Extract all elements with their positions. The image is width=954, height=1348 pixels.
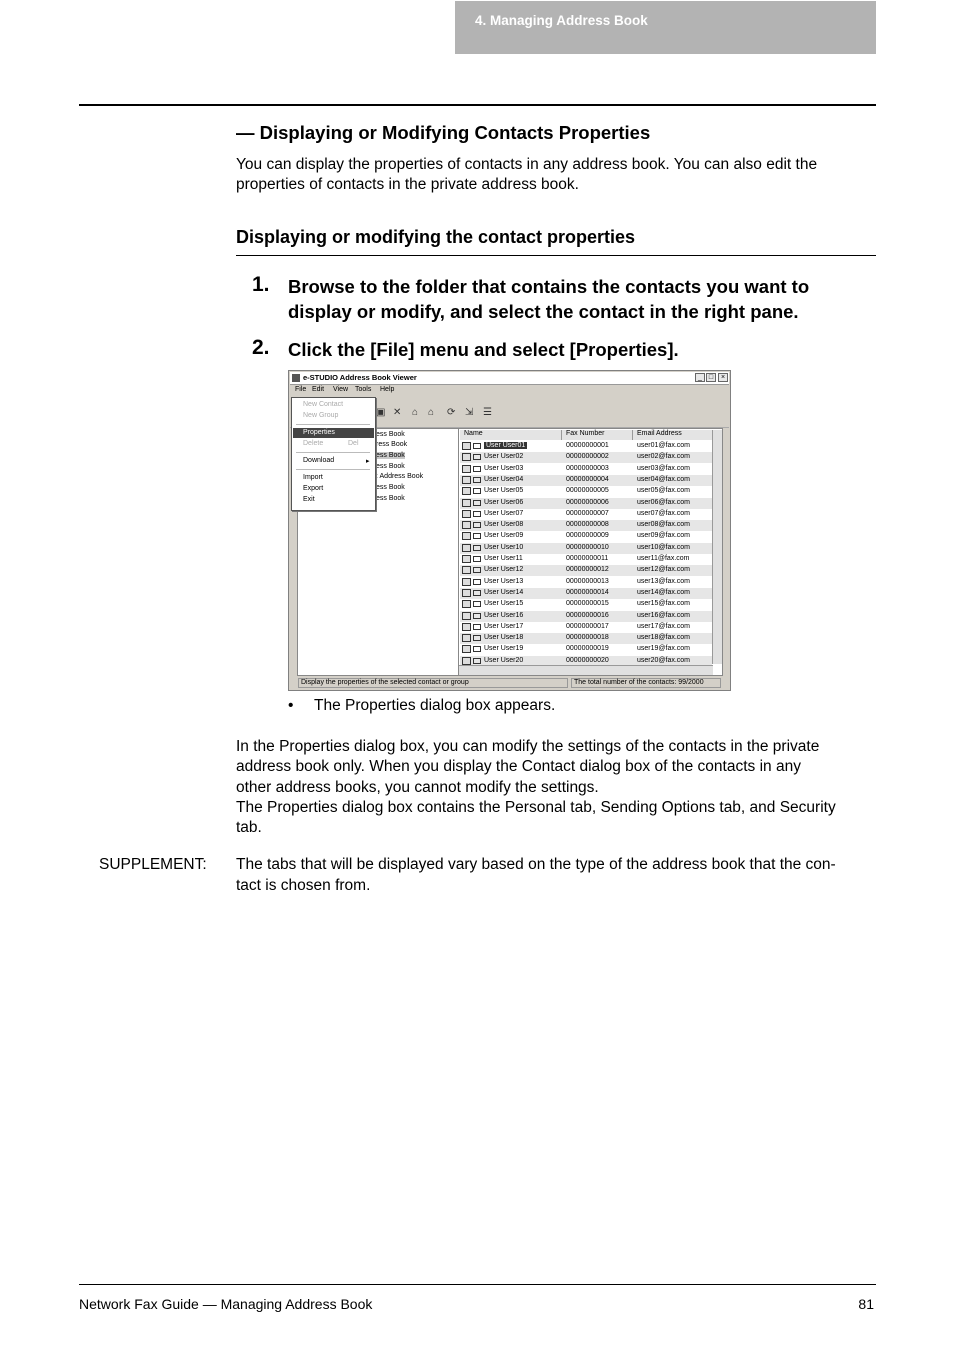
cell-fax: 00000000006	[566, 498, 609, 506]
fax-contact-icon	[462, 612, 471, 620]
tree-item-selected[interactable]: ess Book	[376, 452, 405, 459]
table-row[interactable]	[460, 622, 712, 633]
cell-fax: 00000000004	[566, 475, 609, 483]
page-number: 81	[858, 1296, 874, 1312]
table-row[interactable]	[460, 599, 712, 610]
cell-name: User User16	[484, 611, 524, 619]
cell-fax: 00000000008	[566, 521, 609, 529]
step-2-number: 2.	[252, 336, 270, 359]
fax-contact-icon	[462, 487, 471, 495]
fax-contact-icon	[462, 499, 471, 507]
chapter-tab	[455, 1, 876, 54]
menu-tools[interactable]: Tools	[355, 386, 372, 393]
email-contact-icon	[473, 533, 481, 539]
import-tool-icon[interactable]: ⇲	[465, 407, 474, 418]
app-icon	[292, 374, 300, 382]
cell-name: User User04	[484, 475, 524, 483]
bullet-text: The Properties dialog box appears.	[314, 697, 556, 714]
fax-contact-icon	[462, 510, 471, 518]
close-icon[interactable]: ×	[718, 373, 728, 382]
cell-fax: 00000000003	[566, 464, 609, 472]
supplement-line-2: tact is chosen from.	[236, 877, 371, 894]
column-header-email[interactable]: Email Address	[633, 430, 713, 440]
menu-separator	[296, 424, 370, 425]
sync-tool-icon[interactable]: ⟳	[447, 407, 456, 418]
fax-contact-icon	[462, 476, 471, 484]
menu-item-properties-label: Properties	[303, 429, 335, 436]
cell-name: User User12	[484, 566, 524, 574]
table-row[interactable]	[460, 588, 712, 599]
body-line-1: In the Properties dialog box, you can modify the settings of the contacts in the private	[236, 738, 820, 755]
cell-name: User User15	[484, 600, 524, 608]
tree-item[interactable]: ess Book	[376, 431, 405, 438]
subheading: Displaying or modifying the contact properties	[236, 227, 636, 247]
table-row[interactable]	[460, 520, 712, 531]
menu-item-properties[interactable]	[293, 428, 374, 438]
email-contact-icon	[473, 511, 481, 517]
email-contact-icon	[473, 488, 481, 494]
email-contact-icon	[473, 613, 481, 619]
body-line-3: other address books, you cannot modify the settings.	[236, 779, 599, 796]
maximize-icon[interactable]: □	[706, 373, 716, 382]
section-title: — Displaying or Modifying Contacts Properties	[236, 122, 651, 143]
cell-email: user15@fax.com	[637, 600, 691, 608]
chapter-tab-label: 4. Managing Address Book	[475, 13, 648, 28]
top-rule	[79, 104, 876, 106]
cell-name: User User09	[484, 532, 524, 540]
download-tool-icon[interactable]: ⌂	[412, 407, 419, 418]
fax-contact-icon	[462, 657, 471, 665]
cell-email: user09@fax.com	[637, 532, 691, 540]
email-contact-icon	[473, 601, 481, 607]
contact-list-pane	[458, 428, 723, 676]
table-row[interactable]	[460, 475, 712, 486]
tree-item[interactable]: ress Book	[376, 441, 408, 448]
cell-fax: 00000000009	[566, 532, 609, 540]
table-row[interactable]	[460, 611, 712, 622]
menu-item-download[interactable]: Download	[303, 457, 335, 464]
table-row[interactable]	[460, 452, 712, 463]
cell-email: user02@fax.com	[637, 453, 691, 461]
email-contact-icon	[473, 477, 481, 483]
menu-item-new-group[interactable]: New Group	[303, 412, 339, 419]
fax-contact-icon	[462, 442, 471, 450]
menu-item-exit[interactable]: Exit	[303, 496, 315, 503]
cell-name: User User01	[486, 442, 526, 449]
email-contact-icon	[473, 567, 481, 573]
column-header-fax[interactable]: Fax Number	[562, 430, 633, 440]
cell-email: user05@fax.com	[637, 487, 691, 495]
table-row[interactable]	[460, 543, 712, 554]
bullet-dot: •	[288, 697, 294, 714]
menu-view[interactable]: View	[333, 386, 349, 393]
cell-email: user14@fax.com	[637, 588, 691, 596]
supplement-label: SUPPLEMENT:	[99, 856, 207, 873]
body-line-2: address book only. When you display the Contact dialog box of the contacts in any	[236, 758, 801, 775]
cell-fax: 00000000013	[566, 577, 609, 585]
submenu-arrow-icon: ▸	[366, 458, 370, 465]
cell-email: user10@fax.com	[637, 543, 691, 551]
footer-title: Network Fax Guide — Managing Address Book	[79, 1296, 373, 1312]
table-row[interactable]	[460, 509, 712, 520]
fax-contact-icon	[462, 589, 471, 597]
cell-name: User User07	[484, 509, 524, 517]
fax-contact-icon	[462, 566, 471, 574]
address-book-viewer-screenshot	[288, 370, 731, 691]
table-row[interactable]	[460, 441, 712, 452]
column-header-name[interactable]: Name	[460, 430, 562, 440]
table-row[interactable]	[460, 498, 712, 509]
email-contact-icon	[473, 556, 481, 562]
step-2-line-1: Click the [File] menu and select [Properties].	[288, 339, 679, 360]
cell-name: User User02	[484, 453, 524, 461]
fax-contact-icon	[462, 578, 471, 586]
email-contact-icon	[473, 590, 481, 596]
cell-fax: 00000000007	[566, 509, 609, 517]
tree-item[interactable]: ess Book	[376, 463, 405, 470]
cell-name: User User17	[484, 622, 524, 630]
step-1-number: 1.	[252, 273, 270, 296]
cell-name: User User10	[484, 543, 524, 551]
subheading-rule	[236, 255, 876, 256]
menu-help[interactable]: Help	[380, 386, 395, 393]
cell-email: user08@fax.com	[637, 521, 691, 529]
tree-item[interactable]: : Address Book	[376, 473, 424, 480]
table-row[interactable]	[460, 633, 712, 644]
status-contact-count: The total number of the contacts: 99/2000	[571, 678, 721, 688]
fax-contact-icon	[462, 453, 471, 461]
email-contact-icon	[473, 579, 481, 585]
cell-name: User User03	[484, 464, 524, 472]
cell-email: user18@fax.com	[637, 634, 691, 642]
cell-email: user03@fax.com	[637, 464, 691, 472]
cell-fax: 00000000016	[566, 611, 609, 619]
fax-contact-icon	[462, 645, 471, 653]
menu-item-delete[interactable]: Delete	[303, 440, 324, 447]
menu-separator	[296, 469, 370, 470]
email-contact-icon	[473, 646, 481, 652]
cell-fax: 00000000017	[566, 622, 609, 630]
email-contact-icon	[473, 522, 481, 528]
cell-email: user06@fax.com	[637, 498, 691, 506]
window-titlebar	[290, 372, 729, 385]
email-contact-icon	[473, 454, 481, 460]
cell-name: User User06	[484, 498, 524, 506]
email-contact-icon	[473, 545, 481, 551]
cell-fax: 00000000010	[566, 543, 609, 551]
delete-tool-icon[interactable]: ✕	[393, 407, 402, 418]
cell-fax: 00000000015	[566, 600, 609, 608]
minimize-icon[interactable]: _	[695, 373, 705, 382]
menu-edit[interactable]: Edit	[312, 386, 325, 393]
step-1-line-2: display or modify, and select the contact in the right pane.	[288, 301, 799, 322]
menu-item-delete-shortcut: Del	[348, 440, 359, 447]
cell-email: user04@fax.com	[637, 475, 691, 483]
cell-email: user19@fax.com	[637, 645, 691, 653]
fax-contact-icon	[462, 600, 471, 608]
cell-fax: 00000000012	[566, 566, 609, 574]
cell-fax: 00000000001	[566, 442, 609, 449]
table-row[interactable]	[460, 464, 712, 475]
cell-email: user07@fax.com	[637, 509, 691, 517]
email-contact-icon	[473, 466, 481, 472]
cell-name: User User08	[484, 521, 524, 529]
table-row[interactable]	[460, 531, 712, 542]
body-line-4: The Properties dialog box contains the Personal tab, Sending Options tab, and Security	[236, 799, 836, 816]
fax-contact-icon	[462, 532, 471, 540]
cell-email: user20@fax.com	[637, 656, 691, 664]
cell-name: User User14	[484, 588, 524, 596]
cell-fax: 00000000018	[566, 634, 609, 642]
fax-contact-icon	[462, 465, 471, 473]
cell-fax: 00000000014	[566, 588, 609, 596]
fax-contact-icon	[462, 544, 471, 552]
status-message: Display the properties of the selected contact or group	[298, 678, 568, 688]
vertical-scrollbar[interactable]	[712, 430, 722, 664]
intro-line-2: properties of contacts in the private address book.	[236, 176, 579, 193]
email-contact-icon	[473, 443, 481, 449]
fax-contact-icon	[462, 555, 471, 563]
supplement-line-1: The tabs that will be displayed vary based on the type of the address book that the con-	[236, 856, 836, 873]
menu-item-new-contact[interactable]: New Contact	[303, 401, 344, 408]
horizontal-scrollbar[interactable]	[459, 665, 713, 675]
cell-fax: 00000000002	[566, 453, 609, 461]
cell-fax: 00000000019	[566, 645, 609, 653]
table-row[interactable]	[460, 644, 712, 655]
menu-item-export[interactable]: Export	[303, 485, 324, 492]
footer-rule	[79, 1284, 876, 1285]
fax-contact-icon	[462, 634, 471, 642]
window-title: e-STUDIO Address Book Viewer	[303, 373, 417, 382]
cell-name: User User19	[484, 645, 524, 653]
cell-name: User User20	[484, 656, 524, 664]
fax-contact-icon	[462, 623, 471, 631]
cell-fax: 00000000005	[566, 487, 609, 495]
table-row[interactable]	[460, 554, 712, 565]
table-row[interactable]	[460, 565, 712, 576]
cell-name: User User18	[484, 634, 524, 642]
menu-item-import[interactable]: Import	[303, 474, 323, 481]
status-bar	[290, 677, 729, 689]
email-contact-icon	[473, 624, 481, 630]
cell-fax: 00000000011	[566, 555, 609, 562]
cell-name: User User13	[484, 577, 524, 585]
list-tool-icon[interactable]: ☰	[483, 407, 492, 418]
table-row[interactable]	[460, 577, 712, 588]
cell-email: user13@fax.com	[637, 577, 691, 585]
cell-email: user11@fax.com	[637, 555, 690, 562]
email-contact-icon	[473, 658, 481, 664]
tree-item[interactable]: ess Book	[376, 495, 405, 502]
fax-contact-icon	[462, 521, 471, 529]
intro-line-1: You can display the properties of contacts in any address book. You can also edit the	[236, 156, 818, 173]
email-contact-icon	[473, 635, 481, 641]
file-menu-dropdown	[291, 397, 376, 511]
cell-email: user01@fax.com	[637, 442, 691, 449]
cell-email: user16@fax.com	[637, 611, 691, 619]
email-contact-icon	[473, 500, 481, 506]
cell-fax: 00000000020	[566, 656, 609, 664]
upload-tool-icon[interactable]: ⌂	[428, 407, 435, 418]
body-line-5: tab.	[236, 819, 262, 836]
tree-item[interactable]: ess Book	[376, 484, 405, 491]
menu-separator	[296, 452, 370, 453]
menu-file[interactable]: File	[295, 386, 307, 393]
cell-name: User User11	[484, 555, 523, 562]
cell-email: user12@fax.com	[637, 566, 691, 574]
cell-name: User User05	[484, 487, 524, 495]
properties-tool-icon[interactable]: ▣	[376, 407, 386, 418]
cell-email: user17@fax.com	[637, 622, 691, 630]
step-1-line-1: Browse to the folder that contains the contacts you want to	[288, 276, 810, 297]
table-row[interactable]	[460, 486, 712, 497]
